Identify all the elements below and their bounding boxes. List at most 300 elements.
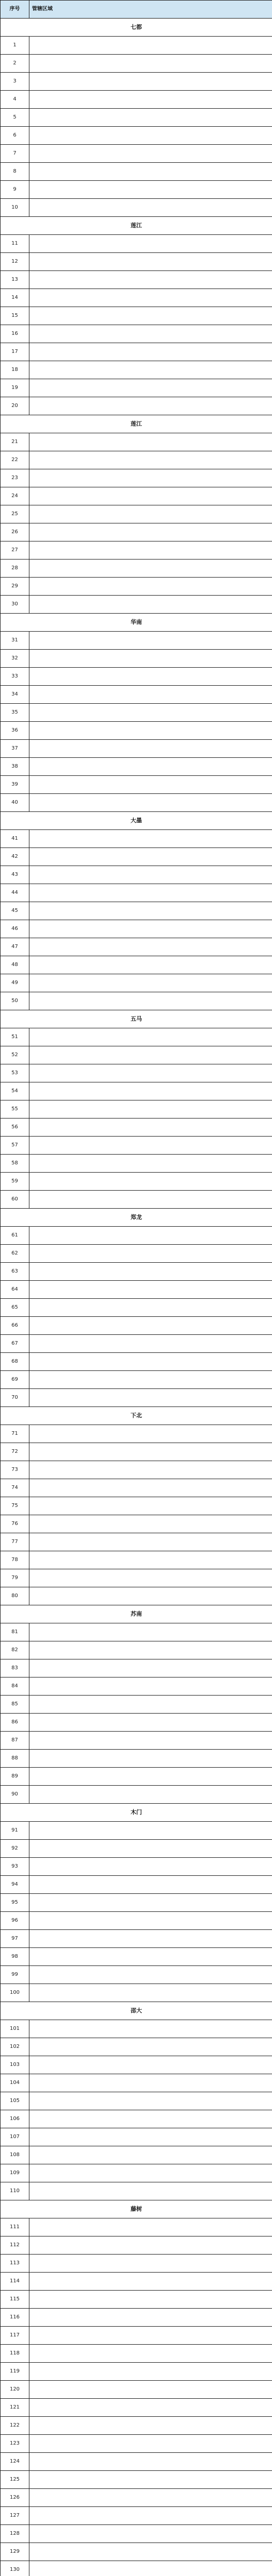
row-number: 102 xyxy=(1,2038,29,2056)
row-area-name xyxy=(29,2507,272,2525)
row-number: 19 xyxy=(1,379,29,397)
table-row xyxy=(1,722,272,740)
row-area-name xyxy=(29,2327,272,2345)
row-number: 63 xyxy=(1,1263,29,1281)
row-area-name xyxy=(29,1425,272,1443)
row-number: 25 xyxy=(1,505,29,523)
row-number: 34 xyxy=(1,686,29,704)
row-area-name xyxy=(29,1118,272,1137)
table-row xyxy=(1,145,272,163)
table-row xyxy=(1,1299,272,1317)
table-row xyxy=(1,650,272,668)
row-number: 17 xyxy=(1,343,29,361)
row-number: 64 xyxy=(1,1281,29,1299)
row-area-name xyxy=(29,1371,272,1389)
row-number: 128 xyxy=(1,2525,29,2543)
section-header-row xyxy=(1,1209,272,1227)
table-row xyxy=(1,1930,272,1948)
row-area-name xyxy=(29,1335,272,1353)
row-area-name xyxy=(29,1155,272,1173)
table-row xyxy=(1,487,272,505)
row-number: 29 xyxy=(1,578,29,596)
table-row xyxy=(1,541,272,560)
row-number: 124 xyxy=(1,2453,29,2471)
row-area-name xyxy=(29,1191,272,1209)
row-number: 126 xyxy=(1,2489,29,2507)
row-number: 3 xyxy=(1,73,29,91)
row-area-name xyxy=(29,920,272,938)
table-row xyxy=(1,2218,272,2236)
section-header-row xyxy=(1,1605,272,1623)
row-number: 28 xyxy=(1,560,29,578)
row-area-name xyxy=(29,2399,272,2417)
row-area-name xyxy=(29,2363,272,2381)
table-row xyxy=(1,866,272,884)
row-area-name xyxy=(29,2417,272,2435)
row-area-name xyxy=(29,2381,272,2399)
table-row xyxy=(1,433,272,451)
row-number: 10 xyxy=(1,199,29,217)
section-title: 五马 xyxy=(1,1010,272,1028)
row-number: 112 xyxy=(1,2236,29,2255)
row-number: 36 xyxy=(1,722,29,740)
section-title: 下北 xyxy=(1,1407,272,1425)
table-row xyxy=(1,1443,272,1461)
section-header-row xyxy=(1,1804,272,1822)
row-area-name xyxy=(29,1696,272,1714)
row-number: 23 xyxy=(1,469,29,487)
table-row xyxy=(1,307,272,325)
row-number: 81 xyxy=(1,1623,29,1641)
row-number: 26 xyxy=(1,523,29,541)
row-area-name xyxy=(29,1082,272,1100)
row-area-name xyxy=(29,1551,272,1569)
table-row xyxy=(1,2273,272,2291)
row-number: 57 xyxy=(1,1137,29,1155)
row-area-name xyxy=(29,1046,272,1064)
row-area-name xyxy=(29,1750,272,1768)
row-number: 105 xyxy=(1,2092,29,2110)
row-area-name xyxy=(29,902,272,920)
row-number: 61 xyxy=(1,1227,29,1245)
row-area-name xyxy=(29,2020,272,2038)
table-row xyxy=(1,1028,272,1046)
row-number: 115 xyxy=(1,2291,29,2309)
row-area-name xyxy=(29,163,272,181)
row-area-name xyxy=(29,451,272,469)
section-header-row xyxy=(1,415,272,433)
table-row xyxy=(1,1786,272,1804)
row-area-name xyxy=(29,2489,272,2507)
row-number: 79 xyxy=(1,1569,29,1587)
row-number: 18 xyxy=(1,361,29,379)
row-number: 88 xyxy=(1,1750,29,1768)
row-area-name xyxy=(29,866,272,884)
row-number: 30 xyxy=(1,596,29,614)
row-number: 32 xyxy=(1,650,29,668)
section-title: 木门 xyxy=(1,1804,272,1822)
row-area-name xyxy=(29,1930,272,1948)
row-area-name xyxy=(29,1299,272,1317)
section-header-row xyxy=(1,19,272,37)
section-title: 莲江 xyxy=(1,415,272,433)
row-number: 114 xyxy=(1,2273,29,2291)
table-row xyxy=(1,1623,272,1641)
row-number: 92 xyxy=(1,1840,29,1858)
row-number: 84 xyxy=(1,1677,29,1696)
row-number: 16 xyxy=(1,325,29,343)
table-row xyxy=(1,2056,272,2074)
row-number: 76 xyxy=(1,1515,29,1533)
table-row xyxy=(1,2327,272,2345)
row-number: 101 xyxy=(1,2020,29,2038)
table-row xyxy=(1,1732,272,1750)
table-row xyxy=(1,1046,272,1064)
row-area-name xyxy=(29,2056,272,2074)
table-row xyxy=(1,2399,272,2417)
row-area-name xyxy=(29,1912,272,1930)
table-row xyxy=(1,73,272,91)
row-number: 103 xyxy=(1,2056,29,2074)
section-title: 大墨 xyxy=(1,812,272,830)
table-row xyxy=(1,1696,272,1714)
table-row xyxy=(1,1064,272,1082)
table-row xyxy=(1,938,272,956)
row-number: 14 xyxy=(1,289,29,307)
row-number: 89 xyxy=(1,1768,29,1786)
row-number: 97 xyxy=(1,1930,29,1948)
row-area-name xyxy=(29,2110,272,2128)
table-row xyxy=(1,1281,272,1299)
row-number: 4 xyxy=(1,91,29,109)
row-number: 95 xyxy=(1,1894,29,1912)
table-row xyxy=(1,1912,272,1930)
column-header-number: 序号 xyxy=(1,1,29,19)
row-area-name xyxy=(29,560,272,578)
table-row xyxy=(1,776,272,794)
row-number: 120 xyxy=(1,2381,29,2399)
table-row xyxy=(1,2345,272,2363)
row-area-name xyxy=(29,433,272,451)
row-number: 121 xyxy=(1,2399,29,2417)
row-number: 116 xyxy=(1,2309,29,2327)
row-area-name xyxy=(29,1732,272,1750)
table-row xyxy=(1,1461,272,1479)
row-number: 50 xyxy=(1,992,29,1010)
table-row xyxy=(1,2110,272,2128)
table-row xyxy=(1,1082,272,1100)
table-row xyxy=(1,1118,272,1137)
table-row xyxy=(1,956,272,974)
row-number: 39 xyxy=(1,776,29,794)
table-row xyxy=(1,181,272,199)
table-row xyxy=(1,920,272,938)
table-row xyxy=(1,1894,272,1912)
section-header-row xyxy=(1,2200,272,2218)
table-row xyxy=(1,668,272,686)
row-number: 129 xyxy=(1,2543,29,2561)
table-row xyxy=(1,2291,272,2309)
row-area-name xyxy=(29,253,272,271)
table-row xyxy=(1,740,272,758)
section-header-row xyxy=(1,2002,272,2020)
table-row xyxy=(1,2435,272,2453)
row-area-name xyxy=(29,1587,272,1605)
section-title: 莲江 xyxy=(1,217,272,235)
table-row xyxy=(1,1641,272,1659)
table-row xyxy=(1,127,272,145)
row-number: 99 xyxy=(1,1966,29,1984)
table-row xyxy=(1,1191,272,1209)
row-area-name xyxy=(29,523,272,541)
row-number: 43 xyxy=(1,866,29,884)
table-row xyxy=(1,2561,272,2576)
table-row xyxy=(1,704,272,722)
table-row xyxy=(1,1587,272,1605)
row-area-name xyxy=(29,1227,272,1245)
table-row xyxy=(1,830,272,848)
row-number: 117 xyxy=(1,2327,29,2345)
row-number: 35 xyxy=(1,704,29,722)
row-area-name xyxy=(29,1714,272,1732)
table-row xyxy=(1,1876,272,1894)
row-number: 6 xyxy=(1,127,29,145)
row-area-name xyxy=(29,271,272,289)
row-area-name xyxy=(29,397,272,415)
row-area-name xyxy=(29,1641,272,1659)
table-row xyxy=(1,2471,272,2489)
row-area-name xyxy=(29,127,272,145)
table-row xyxy=(1,289,272,307)
row-number: 22 xyxy=(1,451,29,469)
table-row xyxy=(1,235,272,253)
table-row xyxy=(1,1173,272,1191)
row-number: 37 xyxy=(1,740,29,758)
table-row xyxy=(1,1100,272,1118)
row-number: 24 xyxy=(1,487,29,505)
table-row xyxy=(1,1317,272,1335)
row-number: 47 xyxy=(1,938,29,956)
row-number: 75 xyxy=(1,1497,29,1515)
table-row xyxy=(1,163,272,181)
table-row xyxy=(1,794,272,812)
row-area-name xyxy=(29,37,272,55)
row-number: 69 xyxy=(1,1371,29,1389)
row-area-name xyxy=(29,938,272,956)
row-area-name xyxy=(29,2255,272,2273)
table-row xyxy=(1,2507,272,2525)
row-number: 48 xyxy=(1,956,29,974)
section-title: 七都 xyxy=(1,19,272,37)
table-row xyxy=(1,1768,272,1786)
row-number: 54 xyxy=(1,1082,29,1100)
row-area-name xyxy=(29,1100,272,1118)
row-number: 59 xyxy=(1,1173,29,1191)
row-number: 108 xyxy=(1,2146,29,2164)
table-row xyxy=(1,523,272,541)
table-row xyxy=(1,686,272,704)
row-number: 41 xyxy=(1,830,29,848)
row-area-name xyxy=(29,1443,272,1461)
table-row xyxy=(1,1335,272,1353)
row-number: 72 xyxy=(1,1443,29,1461)
table-row xyxy=(1,1714,272,1732)
row-area-name xyxy=(29,2218,272,2236)
row-number: 2 xyxy=(1,55,29,73)
row-number: 46 xyxy=(1,920,29,938)
row-area-name xyxy=(29,632,272,650)
table-row xyxy=(1,2525,272,2543)
table-row xyxy=(1,37,272,55)
row-area-name xyxy=(29,2164,272,2182)
table-row xyxy=(1,1659,272,1677)
table-row xyxy=(1,1425,272,1443)
table-row xyxy=(1,2309,272,2327)
row-area-name xyxy=(29,1461,272,1479)
row-number: 67 xyxy=(1,1335,29,1353)
row-number: 104 xyxy=(1,2074,29,2092)
section-header-row xyxy=(1,217,272,235)
section-title: 邵大 xyxy=(1,2002,272,2020)
table-row xyxy=(1,1353,272,1371)
table-row xyxy=(1,1497,272,1515)
row-area-name xyxy=(29,758,272,776)
row-area-name xyxy=(29,73,272,91)
table-row xyxy=(1,505,272,523)
row-area-name xyxy=(29,1984,272,2002)
table-row xyxy=(1,2038,272,2056)
row-area-name xyxy=(29,487,272,505)
row-number: 123 xyxy=(1,2435,29,2453)
row-area-name xyxy=(29,1948,272,1966)
table-row xyxy=(1,1840,272,1858)
row-area-name xyxy=(29,505,272,523)
table-row xyxy=(1,2164,272,2182)
row-area-name xyxy=(29,848,272,866)
row-number: 21 xyxy=(1,433,29,451)
table-row xyxy=(1,2236,272,2255)
table-row xyxy=(1,2128,272,2146)
table-row xyxy=(1,199,272,217)
table-row xyxy=(1,884,272,902)
row-area-name xyxy=(29,1263,272,1281)
table-row xyxy=(1,2182,272,2200)
table-row xyxy=(1,2543,272,2561)
table-row xyxy=(1,271,272,289)
row-area-name xyxy=(29,1966,272,1984)
row-area-name xyxy=(29,289,272,307)
row-number: 1 xyxy=(1,37,29,55)
row-number: 113 xyxy=(1,2255,29,2273)
row-area-name xyxy=(29,2092,272,2110)
row-area-name xyxy=(29,145,272,163)
table-row xyxy=(1,560,272,578)
row-area-name xyxy=(29,956,272,974)
row-number: 13 xyxy=(1,271,29,289)
row-area-name xyxy=(29,2435,272,2453)
row-number: 127 xyxy=(1,2507,29,2525)
row-number: 93 xyxy=(1,1858,29,1876)
table-row xyxy=(1,325,272,343)
table-row xyxy=(1,1371,272,1389)
row-number: 20 xyxy=(1,397,29,415)
row-number: 87 xyxy=(1,1732,29,1750)
row-number: 73 xyxy=(1,1461,29,1479)
row-area-name xyxy=(29,2273,272,2291)
row-area-name xyxy=(29,1028,272,1046)
table-row xyxy=(1,1479,272,1497)
row-area-name xyxy=(29,1064,272,1082)
row-number: 125 xyxy=(1,2471,29,2489)
row-area-name xyxy=(29,740,272,758)
table-row xyxy=(1,2074,272,2092)
row-area-name xyxy=(29,1858,272,1876)
row-number: 80 xyxy=(1,1587,29,1605)
row-number: 82 xyxy=(1,1641,29,1659)
row-number: 130 xyxy=(1,2561,29,2576)
row-number: 31 xyxy=(1,632,29,650)
row-number: 49 xyxy=(1,974,29,992)
row-number: 65 xyxy=(1,1299,29,1317)
table-row xyxy=(1,379,272,397)
row-area-name xyxy=(29,1137,272,1155)
row-number: 15 xyxy=(1,307,29,325)
table-row xyxy=(1,1227,272,1245)
row-area-name xyxy=(29,1533,272,1551)
table-row xyxy=(1,451,272,469)
table-row xyxy=(1,1677,272,1696)
table-row xyxy=(1,1155,272,1173)
row-number: 119 xyxy=(1,2363,29,2381)
row-number: 55 xyxy=(1,1100,29,1118)
row-area-name xyxy=(29,541,272,560)
row-number: 70 xyxy=(1,1389,29,1407)
row-area-name xyxy=(29,2543,272,2561)
row-area-name xyxy=(29,776,272,794)
row-area-name xyxy=(29,722,272,740)
row-area-name xyxy=(29,91,272,109)
row-area-name xyxy=(29,686,272,704)
row-area-name xyxy=(29,1515,272,1533)
table-row xyxy=(1,469,272,487)
row-area-name xyxy=(29,2471,272,2489)
table-row xyxy=(1,1966,272,1984)
row-area-name xyxy=(29,1497,272,1515)
row-number: 118 xyxy=(1,2345,29,2363)
row-number: 85 xyxy=(1,1696,29,1714)
registry-body xyxy=(1,19,272,2576)
table-row xyxy=(1,902,272,920)
section-header-row xyxy=(1,1010,272,1028)
table-row xyxy=(1,2453,272,2471)
row-area-name xyxy=(29,1677,272,1696)
row-number: 122 xyxy=(1,2417,29,2435)
row-number: 68 xyxy=(1,1353,29,1371)
row-number: 53 xyxy=(1,1064,29,1082)
row-area-name xyxy=(29,2309,272,2327)
row-area-name xyxy=(29,2038,272,2056)
row-number: 5 xyxy=(1,109,29,127)
row-area-name xyxy=(29,109,272,127)
row-area-name xyxy=(29,1786,272,1804)
row-area-name xyxy=(29,1317,272,1335)
row-number: 56 xyxy=(1,1118,29,1137)
row-area-name xyxy=(29,794,272,812)
table-row xyxy=(1,2146,272,2164)
row-number: 44 xyxy=(1,884,29,902)
row-area-name xyxy=(29,469,272,487)
section-title: 藤树 xyxy=(1,2200,272,2218)
